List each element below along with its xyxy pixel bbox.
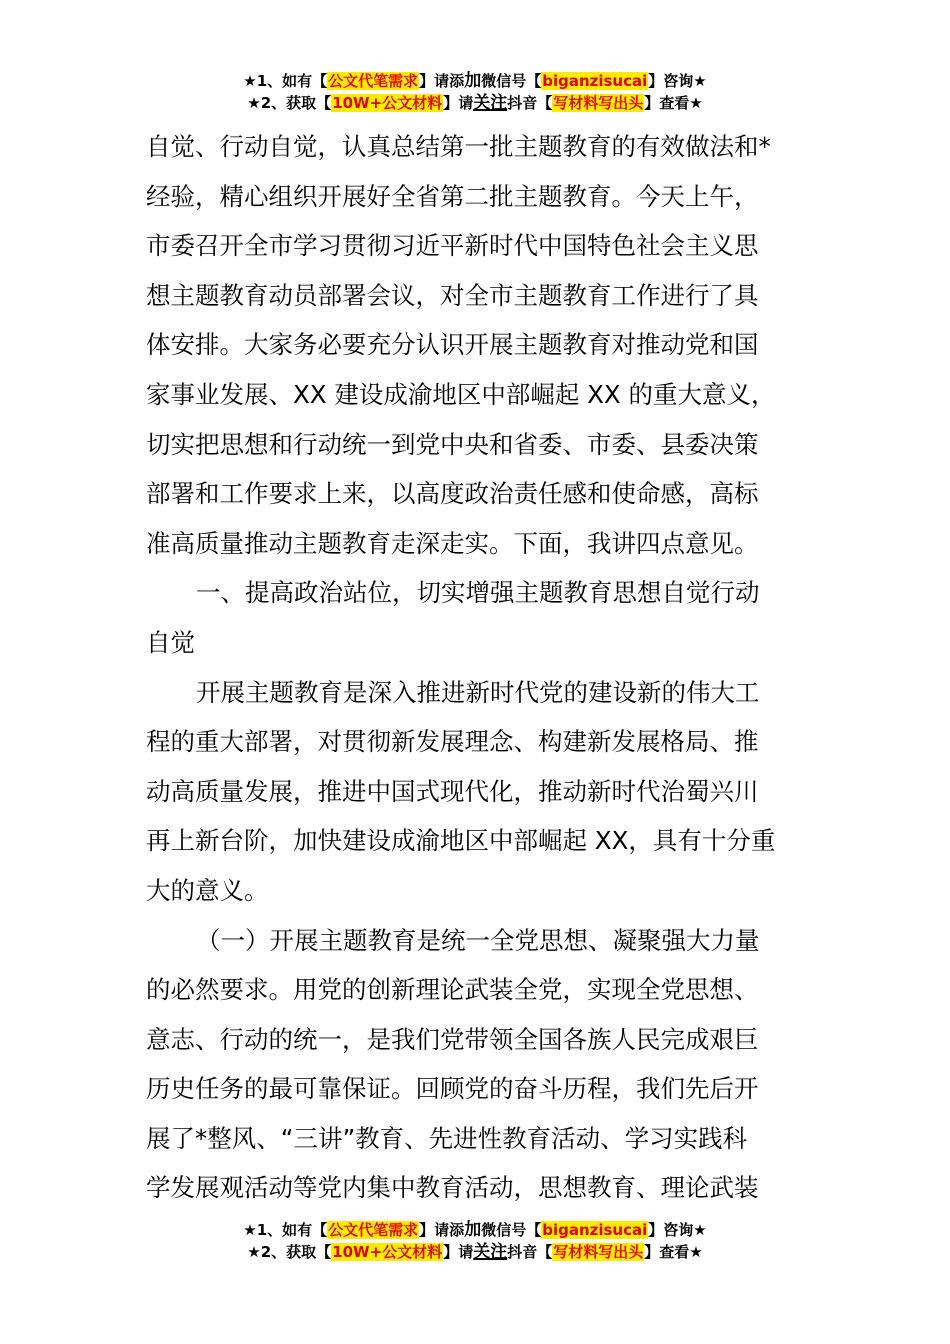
body-line: 再上新台阶，加快建设成渝地区中部崛起 XX，具有十分重 [146,826,776,856]
banner-text-emphasis: 关注 [473,93,508,113]
subsection-heading: （一）开展主题教育是统一全党思想、凝聚强大力量 [196,925,760,955]
body-line: 展了*整风、“三讲”教育、先进性教育活动、学习实践科 [146,1123,748,1153]
banner-text-emphasis: 关注 [473,1242,508,1262]
banner-line-1 [0,70,950,92]
banner-highlight-materials: 10W+公文材料 [332,94,443,112]
section-heading: 一、提高政治站位，切实增强主题教育思想自觉行动 [196,578,760,608]
body-line: 开展主题教育是深入推进新时代党的建设新的伟大工 [196,677,760,707]
banner-text: 微信号【 [481,72,542,90]
banner-highlight-douyin: 写材料写出头 [553,94,644,112]
banner-highlight-service: 公文代笔需求 [328,1221,419,1239]
body-line: 自觉、行动自觉，认真总结第一批主题教育的有效做法和* [146,132,771,161]
body-line: 历史任务的最可靠保证。回顾党的奋斗历程，我们先后开 [146,1074,759,1104]
banner-text: 】咨询★ [648,1221,707,1239]
banner-text: 抖音【 [507,1243,553,1261]
banner-highlight-wechat-id: biganzisucai [542,72,648,90]
section-heading-continued: 自觉 [146,627,195,657]
banner-text: ★1、如有【 [243,1221,328,1239]
body-line: 意志、行动的统一，是我们党带领全国各族人民完成艰巨 [146,1024,759,1054]
banner-text: ★2、获取【 [247,94,332,112]
body-line: 家事业发展、XX 建设成渝地区中部崛起 XX 的重大意义， [146,379,776,409]
body-line: 市委召开全市学习贯彻习近平新时代中国特色社会主义思 [146,231,759,261]
document-body [146,122,801,1213]
banner-text: 】查看★ [644,94,703,112]
banner-text: 】请 [443,1243,474,1261]
body-line: 经验，精心组织开展好全省第二批主题教育。今天上午， [146,181,759,211]
body-line: 部署和工作要求上来，以高度政治责任感和使命感，高标 [146,479,759,509]
banner-text: 抖音【 [507,94,553,112]
banner-text: 】请添 [419,72,465,90]
banner-text-emphasis: 加 [464,71,482,91]
banner-text: 微信号【 [481,1221,542,1239]
banner-line-1 [0,1219,950,1241]
banner-text: 】查看★ [644,1243,703,1261]
banner-highlight-service: 公文代笔需求 [328,72,419,90]
banner-text: 】请添 [419,1221,465,1239]
banner-highlight-materials: 10W+公文材料 [332,1243,443,1261]
banner-text-emphasis: 加 [464,1220,482,1240]
banner-line-2 [0,92,950,114]
body-line: 动高质量发展，推进中国式现代化，推动新时代治蜀兴川 [146,776,759,806]
banner-text: ★2、获取【 [247,1243,332,1261]
body-line: 切实把思想和行动统一到党中央和省委、市委、县委决策 [146,429,759,459]
banner-highlight-wechat-id: biganzisucai [542,1221,648,1239]
banner-text: 】请 [443,94,474,112]
body-line: 大的意义。 [146,875,269,905]
body-line: 学发展观活动等党内集中教育活动，思想教育、理论武装 [146,1173,759,1203]
footer-banner [0,1219,950,1263]
body-line: 想主题教育动员部署会议，对全市主题教育工作进行了具 [146,280,759,310]
body-line: 程的重大部署，对贯彻新发展理念、构建新发展格局、推 [146,727,759,757]
body-line: 的必然要求。用党的创新理论武装全党，实现全党思想、 [146,975,759,1005]
body-line: 体安排。大家务必要充分认识开展主题教育对推动党和国 [146,330,759,360]
banner-highlight-douyin: 写材料写出头 [553,1243,644,1261]
banner-text: 】咨询★ [648,72,707,90]
header-banner [0,70,950,114]
banner-text: ★1、如有【 [243,72,328,90]
body-line: 准高质量推动主题教育走深走实。下面，我讲四点意见。 [146,528,759,558]
banner-line-2 [0,1241,950,1263]
